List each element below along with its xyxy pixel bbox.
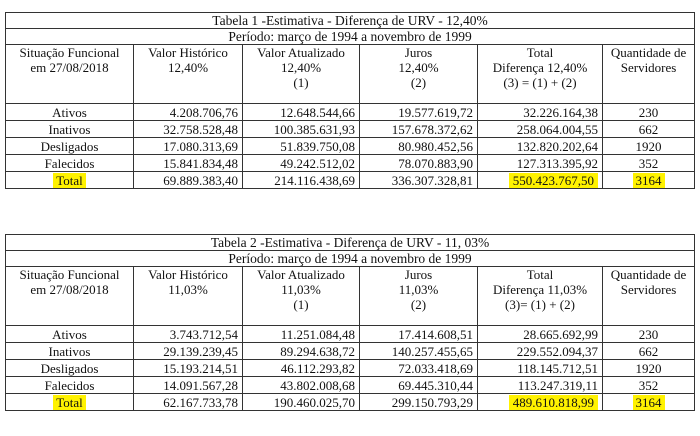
highlight-mark: 3164 — [633, 173, 665, 188]
total-juros: 299.150.793,29 — [360, 394, 478, 411]
total-label — [6, 172, 134, 189]
highlight-mark: 3164 — [633, 395, 665, 410]
table-row — [6, 377, 695, 394]
cell-quantidade: 662 — [603, 343, 695, 360]
cell-valor-atualizado: 49.242.512,02 — [243, 155, 360, 172]
cell-valor-atualizado: 89.294.638,72 — [243, 343, 360, 360]
cell-quantidade: 352 — [603, 155, 695, 172]
table-row — [6, 121, 695, 138]
row-label: Ativos — [6, 104, 134, 121]
cell-valor-historico: 29.139.239,45 — [134, 343, 243, 360]
table-title: Tabela 2 -Estimativa - Diferença de URV - 11, 03% — [6, 235, 695, 251]
cell-juros: 78.070.883,90 — [360, 155, 478, 172]
header-total: Total Diferença 11,03% (3)= (1) + (2) — [478, 267, 603, 326]
cell-juros: 80.980.452,56 — [360, 138, 478, 155]
total-quantidade — [603, 172, 695, 189]
row-label: Inativos — [6, 121, 134, 138]
cell-juros: 19.577.619,72 — [360, 104, 478, 121]
cell-valor-atualizado: 43.802.008,68 — [243, 377, 360, 394]
table-row — [6, 138, 695, 155]
cell-valor-historico: 17.080.313,69 — [134, 138, 243, 155]
row-label: Ativos — [6, 326, 134, 343]
cell-total: 132.820.202,64 — [478, 138, 603, 155]
total-total — [478, 394, 603, 411]
cell-valor-atualizado: 46.112.293,82 — [243, 360, 360, 377]
total-quantidade — [603, 394, 695, 411]
row-label: Falecidos — [6, 377, 134, 394]
highlight-mark: Total — [53, 395, 86, 410]
header-total: Total Diferença 12,40% (3) = (1) + (2) — [478, 45, 603, 104]
header-valor-historico: Valor Histórico 11,03% — [134, 267, 243, 326]
header-juros: Juros 11,03% (2) — [360, 267, 478, 326]
cell-quantidade: 352 — [603, 377, 695, 394]
row-label: Inativos — [6, 343, 134, 360]
cell-valor-atualizado: 11.251.084,48 — [243, 326, 360, 343]
cell-total: 258.064.004,55 — [478, 121, 603, 138]
cell-valor-historico: 15.193.214,51 — [134, 360, 243, 377]
header-situacao: Situação Funcional em 27/08/2018 — [6, 45, 134, 104]
cell-total: 113.247.319,11 — [478, 377, 603, 394]
cell-valor-historico: 14.091.567,28 — [134, 377, 243, 394]
cell-juros: 140.257.455,65 — [360, 343, 478, 360]
total-valor-atualizado: 214.116.438,69 — [243, 172, 360, 189]
urv-table-2 — [5, 234, 695, 411]
cell-valor-atualizado: 100.385.631,93 — [243, 121, 360, 138]
header-juros: Juros 12,40% (2) — [360, 45, 478, 104]
total-row — [6, 394, 695, 411]
highlight-mark: 550.423.767,50 — [509, 173, 598, 188]
row-label: Falecidos — [6, 155, 134, 172]
header-row — [6, 45, 695, 104]
cell-quantidade: 662 — [603, 121, 695, 138]
table-row — [6, 155, 695, 172]
cell-valor-historico: 4.208.706,76 — [134, 104, 243, 121]
cell-total: 28.665.692,99 — [478, 326, 603, 343]
total-row — [6, 172, 695, 189]
cell-valor-historico: 15.841.834,48 — [134, 155, 243, 172]
total-label — [6, 394, 134, 411]
urv-table-1 — [5, 12, 695, 189]
table-period: Período: março de 1994 a novembro de 1999 — [6, 29, 695, 45]
table-title: Tabela 1 -Estimativa - Diferença de URV - 12,40% — [6, 13, 695, 29]
cell-juros: 72.033.418,69 — [360, 360, 478, 377]
row-label: Desligados — [6, 360, 134, 377]
cell-juros: 17.414.608,51 — [360, 326, 478, 343]
cell-quantidade: 1920 — [603, 138, 695, 155]
cell-quantidade: 230 — [603, 104, 695, 121]
table-period: Período: março de 1994 a novembro de 1999 — [6, 251, 695, 267]
header-quantidade: Quantidade de Servidores — [603, 45, 695, 104]
total-valor-atualizado: 190.460.025,70 — [243, 394, 360, 411]
row-label: Desligados — [6, 138, 134, 155]
table-row — [6, 326, 695, 343]
cell-quantidade: 230 — [603, 326, 695, 343]
table-row — [6, 104, 695, 121]
header-valor-atualizado: Valor Atualizado 12,40% (1) — [243, 45, 360, 104]
cell-total: 118.145.712,51 — [478, 360, 603, 377]
header-row — [6, 267, 695, 326]
total-valor-historico: 62.167.733,78 — [134, 394, 243, 411]
highlight-mark: 489.610.818,99 — [509, 395, 598, 410]
header-valor-atualizado: Valor Atualizado 11,03% (1) — [243, 267, 360, 326]
cell-quantidade: 1920 — [603, 360, 695, 377]
total-total — [478, 172, 603, 189]
header-quantidade: Quantidade de Servidores — [603, 267, 695, 326]
cell-valor-atualizado: 51.839.750,08 — [243, 138, 360, 155]
cell-total: 32.226.164,38 — [478, 104, 603, 121]
cell-total: 229.552.094,37 — [478, 343, 603, 360]
highlight-mark: Total — [53, 173, 86, 188]
table-row — [6, 360, 695, 377]
header-valor-historico: Valor Histórico 12,40% — [134, 45, 243, 104]
cell-total: 127.313.395,92 — [478, 155, 603, 172]
cell-valor-historico: 32.758.528,48 — [134, 121, 243, 138]
cell-valor-atualizado: 12.648.544,66 — [243, 104, 360, 121]
total-valor-historico: 69.889.383,40 — [134, 172, 243, 189]
total-juros: 336.307.328,81 — [360, 172, 478, 189]
cell-valor-historico: 3.743.712,54 — [134, 326, 243, 343]
table-row — [6, 343, 695, 360]
cell-juros: 69.445.310,44 — [360, 377, 478, 394]
cell-juros: 157.678.372,62 — [360, 121, 478, 138]
header-situacao: Situação Funcional em 27/08/2018 — [6, 267, 134, 326]
